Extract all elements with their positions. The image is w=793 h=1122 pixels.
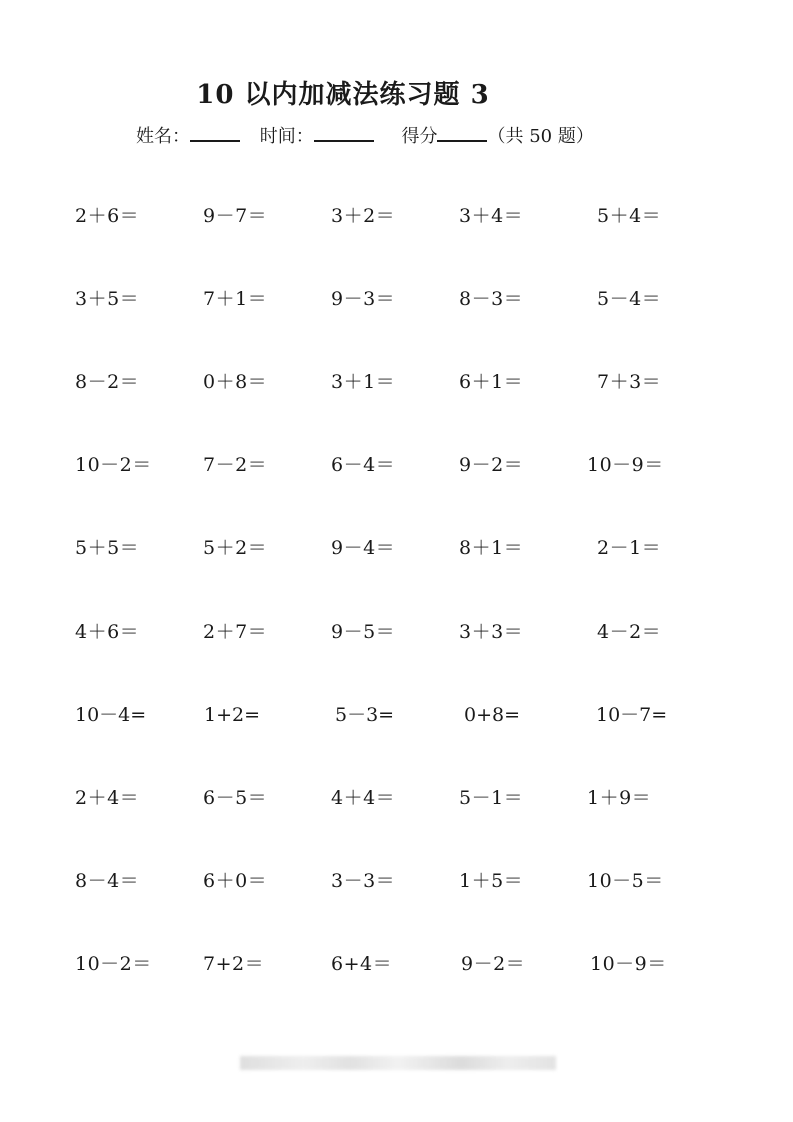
blurred-footer [240,1056,556,1070]
problem: 9－2＝ [461,953,526,975]
problem: 10－2＝ [75,454,152,476]
total-count: （共 50 题） [487,126,594,147]
problem: 9－5＝ [331,621,396,643]
problem: 5－4＝ [597,288,662,310]
problem: 8－4＝ [75,870,140,892]
problem: 9－7＝ [203,205,268,227]
problem: 5＋4＝ [597,205,662,227]
problem: 3＋4＝ [459,205,524,227]
problem: 7+2＝ [203,953,265,975]
problem-row [0,617,793,647]
problem: 10－5＝ [587,870,664,892]
problem: 4－2＝ [597,621,662,643]
problem: 10－9＝ [590,953,667,975]
problem: 6＋1＝ [459,371,524,393]
problem: 6－4＝ [331,454,396,476]
problem: 1＋5＝ [459,870,524,892]
problem: 7－2＝ [203,454,268,476]
page-title: 10 以内加减法练习题 3 [196,80,490,110]
problem-row [0,284,793,314]
problem: 0+8= [464,704,521,726]
problem: 4＋6＝ [75,621,140,643]
problem: 6+4＝ [331,953,393,975]
problem: 0＋8＝ [203,371,268,393]
problem: 10－9＝ [587,454,664,476]
problem-row [0,201,793,231]
problem-row [0,533,793,563]
problem: 6＋0＝ [203,870,268,892]
problem: 4＋4＝ [331,787,396,809]
problem: 3－3＝ [331,870,396,892]
problem: 3＋2＝ [331,205,396,227]
problem: 9－2＝ [459,454,524,476]
problem: 6－5＝ [203,787,268,809]
problem: 8－3＝ [459,288,524,310]
problem-row [0,866,793,896]
problem: 10－4= [75,704,147,726]
problem: 1+2= [204,704,261,726]
problem: 7＋1＝ [203,288,268,310]
problem: 2＋7＝ [203,621,268,643]
name-label: 姓名： [136,126,190,147]
score-label: 得分 [401,126,438,147]
problem: 7＋3＝ [597,371,662,393]
problem: 8＋1＝ [459,537,524,559]
problem-row [0,783,793,813]
problem: 10－7= [596,704,668,726]
problem: 9－4＝ [331,537,396,559]
problem: 3＋5＝ [75,288,140,310]
problem: 1＋9＝ [587,787,652,809]
problem: 5－3= [335,704,395,726]
problem: 3＋1＝ [331,371,396,393]
problem-row [0,700,793,730]
problem: 5－1＝ [459,787,524,809]
problem: 10－2＝ [75,953,152,975]
problem-row [0,450,793,480]
problem: 2＋6＝ [75,205,140,227]
time-label: 时间： [259,126,314,147]
problem: 2＋4＝ [75,787,140,809]
problem: 3＋3＝ [459,621,524,643]
problem: 2－1＝ [597,537,662,559]
problem-row [0,949,793,979]
problem-row [0,367,793,397]
problem: 5＋5＝ [75,537,140,559]
problem: 5＋2＝ [203,537,268,559]
problem: 8－2＝ [75,371,140,393]
problem: 9－3＝ [331,288,396,310]
